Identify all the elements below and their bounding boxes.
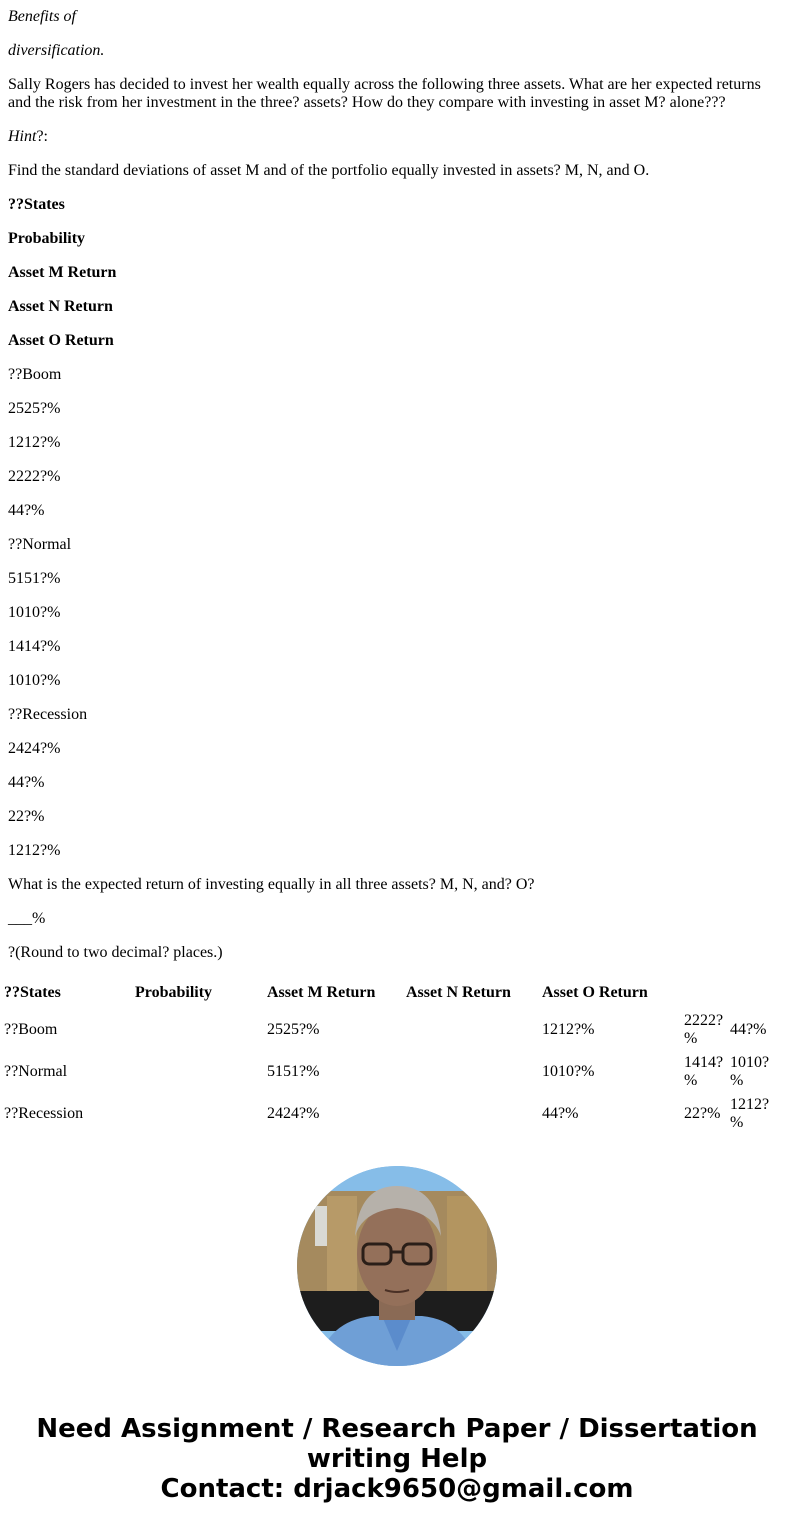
promo-line-2: writing Help [306, 1444, 488, 1474]
cell: 1010?% [730, 1054, 770, 1089]
cell: 2525?% [267, 1021, 320, 1038]
header-asset-o: Asset O Return [542, 984, 648, 1001]
cell: 5151?% [267, 1063, 320, 1080]
cell [405, 1010, 539, 1050]
cell: 22?% [684, 1105, 721, 1122]
list-header-text: ??States [8, 196, 65, 213]
list-header-probability [8, 230, 786, 248]
list-value: 1212?% [8, 842, 61, 859]
cell [405, 1094, 539, 1134]
hint-label: Hint [8, 128, 37, 145]
cell: 1414?% [684, 1054, 724, 1089]
question-prompt: Sally Rogers has decided to invest her wealth equally across the following three assets. What are her expected returns and the risk from her investment in the three? assets? How do they compare with investing in asset M? alone??? [8, 76, 761, 111]
header-probability: Probability [135, 984, 213, 1001]
list-value: 1212?% [8, 434, 61, 451]
hint-text: Find the standard deviations of asset M and of the portfolio equally invested in assets? M, N, and O. [8, 162, 650, 179]
list-value: 1010?% [8, 672, 61, 689]
list-header-text: Probability [8, 230, 86, 247]
hint-line [8, 128, 786, 146]
cell: 44?% [730, 1021, 767, 1038]
person-photo-icon [297, 1166, 497, 1366]
cell [134, 1094, 264, 1134]
list-value: 2424?% [8, 740, 61, 757]
list-value: 2222?% [8, 468, 61, 485]
cell: 1212?% [730, 1096, 770, 1131]
title-text-1: Benefits of [8, 8, 76, 25]
returns-table [1, 976, 775, 1136]
list-header-asset-n [8, 298, 786, 316]
table-header-row [3, 978, 773, 1008]
list-value: 1414?% [8, 638, 61, 655]
hint-suffix: ?: [36, 128, 48, 145]
list-header-text: Asset N Return [8, 298, 113, 315]
list-header-text: Asset M Return [8, 264, 117, 281]
list-header-asset-o [8, 332, 786, 350]
cell [134, 1052, 264, 1092]
cell: ??Normal [4, 1063, 68, 1080]
header-empty [683, 978, 727, 1008]
cell: 1212?% [542, 1021, 595, 1038]
cell: 44?% [542, 1105, 579, 1122]
list-value: 44?% [8, 774, 45, 791]
table-row [3, 1094, 773, 1134]
list-value: 44?% [8, 502, 45, 519]
list-value: 22?% [8, 808, 45, 825]
avatar [297, 1166, 497, 1366]
answer-blank[interactable]: ___% [8, 910, 46, 927]
list-value: 5151?% [8, 570, 61, 587]
list-value: ??Normal [8, 536, 72, 553]
list-value: ??Recession [8, 706, 88, 723]
cell [405, 1052, 539, 1092]
sub-question: What is the expected return of investing equally in all three assets? M, N, and? O? [8, 876, 535, 893]
header-asset-m: Asset M Return [267, 984, 376, 1001]
title-line-1 [8, 0, 786, 26]
list-value: 2525?% [8, 400, 61, 417]
header-asset-n: Asset N Return [406, 984, 511, 1001]
avatar-container [0, 1166, 794, 1366]
cell: ??Boom [4, 1021, 58, 1038]
title-line-2 [8, 42, 786, 60]
cell: ??Recession [4, 1105, 84, 1122]
cell [134, 1010, 264, 1050]
header-states: ??States [4, 984, 61, 1001]
promo-contact: Contact: drjack9650@gmail.com [160, 1474, 634, 1504]
table-row [3, 1052, 773, 1092]
promo-line-1: Need Assignment / Research Paper / Dissertation [36, 1414, 758, 1444]
rounding-note: ?(Round to two decimal? places.) [8, 944, 223, 961]
header-empty [729, 978, 773, 1008]
list-header-text: Asset O Return [8, 332, 114, 349]
promo-banner [0, 1414, 794, 1504]
table-row [3, 1010, 773, 1050]
cell: 2424?% [267, 1105, 320, 1122]
list-value: 1010?% [8, 604, 61, 621]
cell: 2222?% [684, 1012, 724, 1047]
cell: 1010?% [542, 1063, 595, 1080]
list-header-asset-m [8, 264, 786, 282]
list-header-states [8, 196, 786, 214]
list-value: ??Boom [8, 366, 62, 383]
title-text-2: diversification. [8, 42, 105, 59]
